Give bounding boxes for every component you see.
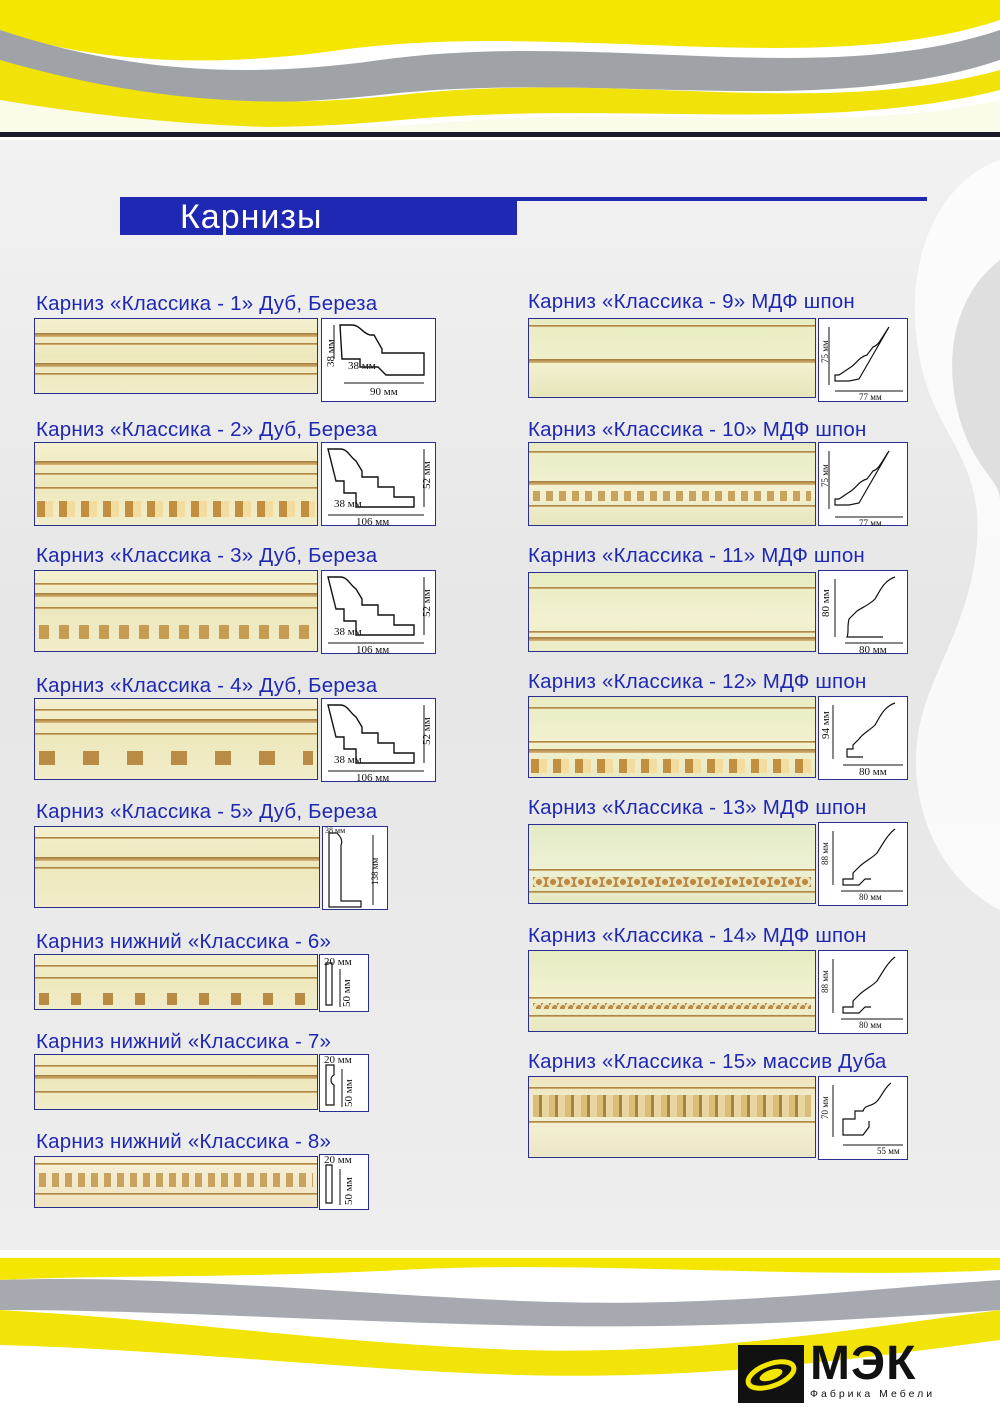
dimension-label: 55 мм (877, 1146, 900, 1156)
dimension-label: 52 мм (421, 589, 433, 617)
dimension-label: 88 мм (820, 970, 830, 993)
dimension-label: 94 мм (820, 711, 832, 739)
product-label: Карниз «Классика - 13» МДФ шпон (528, 796, 867, 819)
product-label: Карниз нижний «Классика - 8» (36, 1130, 332, 1153)
profile-drawing (818, 822, 908, 906)
dimension-label: 106 мм (356, 772, 390, 784)
product-photo (528, 318, 816, 398)
product-label: Карниз «Классика - 9» МДФ шпон (528, 290, 855, 313)
profile-drawing (319, 954, 369, 1012)
dimension-label: 50 мм (343, 1079, 355, 1107)
product-label: Карниз «Классика - 1» Дуб, Береза (36, 292, 378, 315)
product-photo (528, 572, 816, 652)
product-photo (34, 954, 318, 1010)
product-label: Карниз «Классика - 2» Дуб, Береза (36, 418, 378, 441)
page-title: Карнизы (180, 198, 323, 236)
dimension-label: 80 мм (859, 892, 882, 902)
product-photo (34, 826, 320, 908)
dimension-label: 80 мм (859, 766, 887, 778)
product-photo (34, 698, 318, 780)
dimension-label: 38 мм (348, 360, 376, 372)
product-label: Карниз «Классика - 11» МДФ шпон (528, 544, 865, 567)
profile-drawing (321, 318, 436, 402)
product-photo (528, 442, 816, 526)
product-label: Карниз «Классика - 4» Дуб, Береза (36, 674, 378, 697)
dimension-label: 77 мм (859, 518, 882, 528)
product-photo (528, 824, 816, 904)
profile-drawing (321, 698, 436, 782)
dimension-label: 106 мм (356, 516, 390, 528)
product-label: Карниз нижний «Классика - 6» (36, 930, 332, 953)
product-label: Карниз «Классика - 12» МДФ шпон (528, 670, 867, 693)
dimension-label: 38 мм (334, 626, 362, 638)
product-photo (34, 570, 318, 652)
profile-drawing (321, 570, 436, 654)
product-label: Карниз «Классика - 15» массив Дуба (528, 1050, 887, 1073)
dimension-label: 50 мм (343, 1177, 355, 1205)
product-photo (34, 442, 318, 526)
product-label: Карниз «Классика - 5» Дуб, Береза (36, 800, 378, 823)
company-logo (738, 1337, 938, 1406)
dimension-label: 38 мм (325, 826, 346, 835)
title-underline (517, 197, 927, 201)
profile-drawing (818, 1076, 908, 1160)
dimension-label: 138 мм (370, 857, 380, 885)
dimension-label: 106 мм (356, 644, 390, 656)
dimension-label: 75 мм (820, 340, 830, 363)
swirl-ornament (880, 140, 1000, 920)
dimension-label: 38 мм (334, 498, 362, 510)
dimension-label: 20 мм (324, 956, 352, 968)
dimension-label: 75 мм (820, 464, 830, 487)
product-photo (34, 1054, 318, 1110)
dimension-label: 52 мм (421, 461, 433, 489)
product-label: Карниз «Классика - 10» МДФ шпон (528, 418, 867, 441)
profile-drawing (818, 570, 908, 654)
profile-drawing (321, 442, 436, 526)
dimension-label: 88 мм (820, 842, 830, 865)
logo-emblem (738, 1345, 804, 1403)
profile-drawing (818, 950, 908, 1034)
profile-drawing (818, 442, 908, 526)
product-photo (528, 696, 816, 778)
profile-drawing (818, 318, 908, 402)
dimension-label: 38 мм (334, 754, 362, 766)
profile-drawing (322, 826, 388, 910)
top-rule (0, 132, 1000, 137)
product-label: Карниз нижний «Классика - 7» (36, 1030, 332, 1053)
dimension-label: 90 мм (370, 386, 398, 398)
product-photo (34, 318, 318, 394)
dimension-label: 20 мм (324, 1054, 352, 1066)
dimension-label: 20 мм (324, 1154, 352, 1166)
product-label: Карниз «Классика - 3» Дуб, Береза (36, 544, 378, 567)
product-label: Карниз «Классика - 14» МДФ шпон (528, 924, 867, 947)
profile-drawing (319, 1154, 369, 1210)
logo-name: МЭК (810, 1337, 917, 1390)
dimension-label: 70 мм (820, 1096, 830, 1119)
product-photo (528, 1076, 816, 1158)
profile-drawing (319, 1054, 369, 1112)
profile-drawing (818, 696, 908, 780)
dimension-label: 80 мм (859, 1020, 882, 1030)
dimension-label: 50 мм (341, 979, 353, 1007)
product-photo (34, 1156, 318, 1208)
dimension-label: 52 мм (421, 717, 433, 745)
top-wave-decoration (0, 0, 1000, 140)
dimension-label: 80 мм (820, 589, 832, 617)
dimension-label: 80 мм (859, 644, 887, 656)
product-photo (528, 950, 816, 1032)
logo-subtitle: Фабрика Мебели (810, 1388, 936, 1400)
dimension-label: 38 мм (325, 339, 337, 367)
dimension-label: 77 мм (859, 392, 882, 402)
